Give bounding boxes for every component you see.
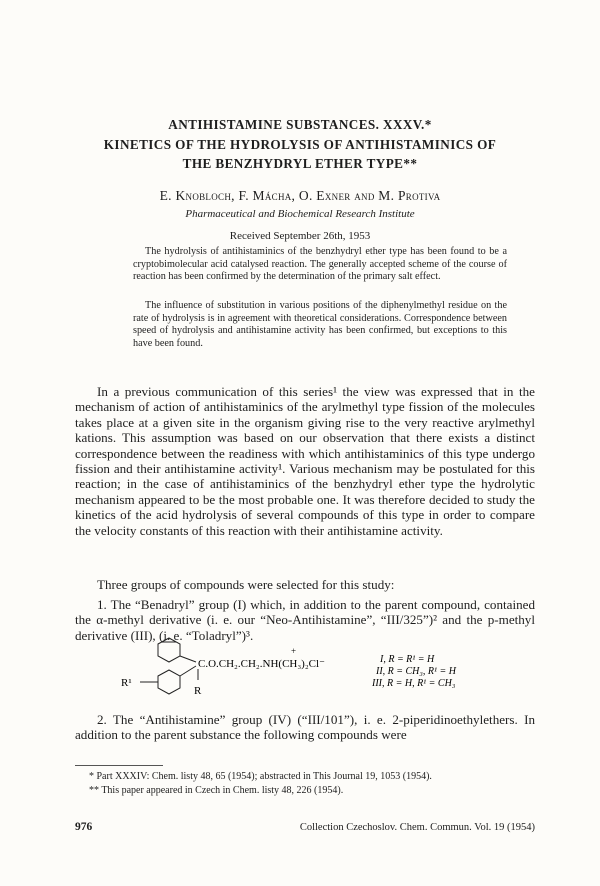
abstract-paragraph-2: The influence of substitution in various positions of the diphenylmethyl residue on the rate of hydrolysis is in agreement with theoretical considerations. Correspondence between speed of hydrolysis and antihistamine activity has been confirmed, but exceptions to this have been found. [133, 300, 507, 349]
formula-r1-label: R¹ [121, 677, 132, 689]
footnotes [75, 770, 545, 798]
affiliation: Pharmaceutical and Biochemical Research Institute [185, 208, 415, 220]
formula-plus-charge: + [291, 646, 297, 656]
received-date: Received September 26th, 1953 [229, 230, 371, 242]
journal-footer: Collection Czechoslov. Chem. Commun. Vol. 19 (1954) [299, 822, 535, 833]
title-line-1: ANTIHISTAMINE SUBSTANCES. XXXV.* [168, 117, 432, 132]
upper-phenyl-ring-icon [158, 638, 180, 662]
formula-def-3: III, R = H, R¹ = CH₃ [372, 678, 456, 689]
title-line-2: KINETICS OF THE HYDROLYSIS OF ANTIHISTAMINICS OF [103, 137, 497, 152]
footnote-divider [75, 765, 163, 766]
body-paragraph-3: 1. The “Benadryl” group (I) which, in addition to the parent compound, contained the α-methyl derivative (i. e. our “Neo-Antihistamine”, “III/325”)² and the p-methyl derivative (III), (i. e. “Toladryl”)³. [75, 597, 535, 643]
footnote-2: ** This paper appeared in Czech in Chem. listy 48, 226 (1954). [89, 785, 344, 796]
abstract-paragraph-1: The hydrolysis of antihistaminics of the benzhydryl ether type has been found to be a cryptobimolecular acid catalysed reaction. The generally accepted scheme of the course of reaction has been confirmed by the determination of the primary salt effect. [133, 246, 507, 283]
page-number: 976 [75, 821, 93, 833]
formula-chain: C.O.CH₂.CH₂.NH(CH₃)₂Cl⁻ [198, 658, 325, 670]
benadryl-structure-diagram [118, 636, 518, 711]
title-line-3: THE BENZHYDRYL ETHER TYPE** [182, 156, 418, 171]
formula-r-label: R [194, 685, 202, 697]
formula-def-1: I, R = R¹ = H [380, 654, 435, 665]
formula-def-2: II, R = CH₃, R¹ = H [376, 666, 456, 677]
body-paragraph-2: Three groups of compounds were selected for this study: [97, 577, 395, 592]
body-paragraph-1: In a previous communication of this series¹ the view was expressed that in the mechanism of action of antihistaminics of the arylmethyl type fission of the molecules takes place at a given site in the organism giving rise to the very reactive arylmethyl kations. This assumption was based on our observation that there exists a distinct correspondence between the readiness with which antihistaminics of this type undergo fission and their antihistamine activity¹. Various mechanism may be postulated for this reaction; in the case of antihistaminics of the benzhydryl ether type the hydrolytic mechanism appeared to be the most probable one. It was therefore decided to study the kinetics of the acid hydrolysis of several compounds of this type in order to compare the velocity constants of this reaction with their antihistamine activity. [75, 384, 535, 538]
footnote-1: * Part XXXIV: Chem. listy 48, 65 (1954); abstracted in This Journal 19, 1053 (1954). [89, 771, 432, 782]
body-paragraph-4: 2. The “Antihistamine” group (IV) (“III/101”), i. e. 2-piperidinoethylethers. In addition to the parent substance the following compounds were [75, 712, 535, 743]
authors: E. Knobloch, F. Mácha, O. Exner and M. Protiva [159, 188, 441, 203]
